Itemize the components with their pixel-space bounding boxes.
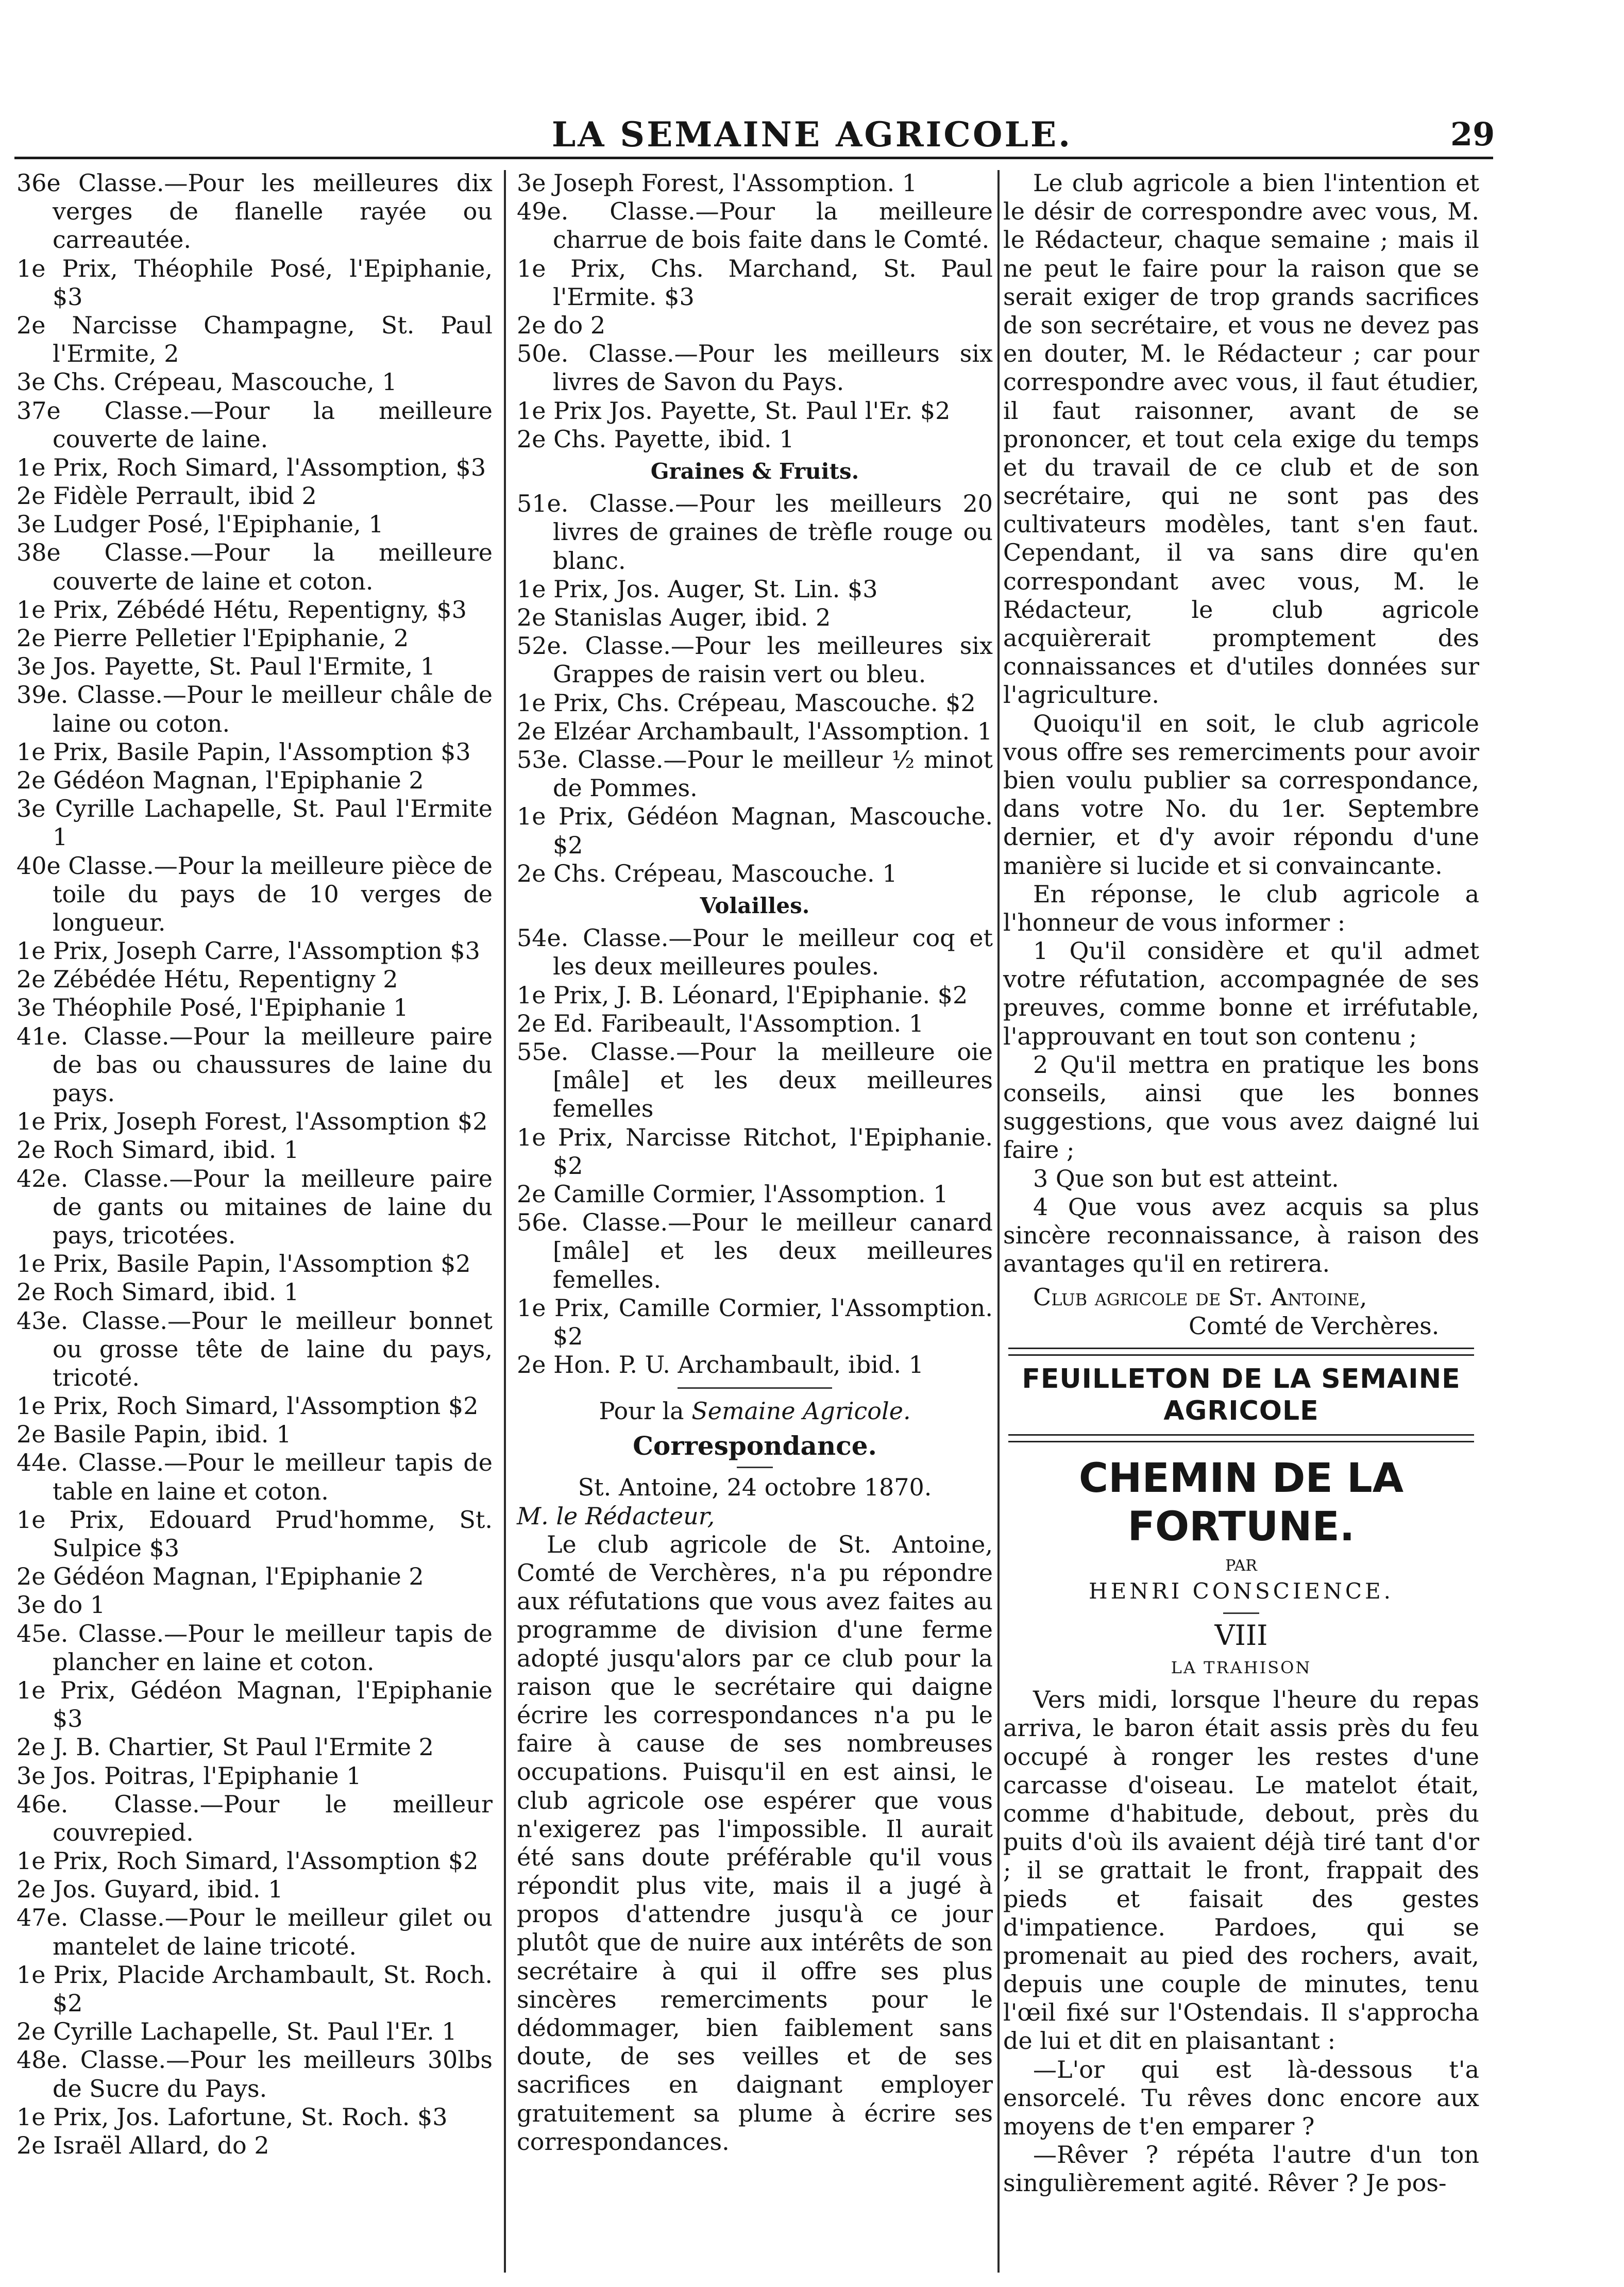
correspondance-title: Correspondance. xyxy=(633,1431,877,1461)
feuilleton-banner: FEUILLETON DE LA SEMAINE AGRICOLE xyxy=(1022,1363,1461,1427)
list-item: 1e Prix, Joseph Forest, l'Assomption $2 xyxy=(16,1107,488,1136)
list-item: 3e Théophile Posé, l'Epiphanie 1 xyxy=(16,994,409,1022)
header-rule xyxy=(14,157,1493,159)
list-item: 2e Zébédée Hétu, Repentigny 2 xyxy=(16,965,398,994)
signature-line: Comté de Verchères. xyxy=(1189,1311,1440,1340)
list-item: 48e. Classe.—Pour les meilleurs 30lbs de Sucre du Pays. xyxy=(16,2046,493,2103)
list-item: 2e Hon. P. U. Archambault, ibid. 1 xyxy=(517,1351,924,1379)
letter-paragraph: En réponse, le club agricole a l'honneur de vous informer : xyxy=(1003,880,1479,936)
short-divider xyxy=(737,1467,773,1468)
list-item: 2e Basile Papin, ibid. 1 xyxy=(16,1420,292,1449)
chapter-number: VIII xyxy=(1214,1619,1268,1652)
list-item: 44e. Classe.—Pour le meilleur tapis de table en laine et coton. xyxy=(16,1449,493,1505)
list-item: 2e Chs. Crépeau, Mascouche. 1 xyxy=(517,859,898,887)
list-item: 1e Prix, Basile Papin, l'Assomption $3 xyxy=(16,737,471,766)
column-divider-1 xyxy=(504,170,506,2273)
letter-signature xyxy=(1003,1283,1479,1340)
list-item: 1e Prix, Jos. Auger, St. Lin. $3 xyxy=(517,575,878,603)
section-heading-graines: Graines & Fruits. xyxy=(650,458,859,484)
list-item: 1e Prix, Roch Simard, l'Assomption $2 xyxy=(16,1847,479,1875)
dateline: St. Antoine, 24 octobre 1870. xyxy=(578,1473,932,1502)
list-item: 2e Pierre Pelletier l'Epiphanie, 2 xyxy=(16,624,409,652)
letter-paragraph: Le club agricole a bien l'intention et le désir de correspondre avec vous, M. le Rédacteur, chaque semaine ; mais il ne peut le faire pour la raison que se serait exiger de trop grands sacrifices de son secrétaire, et vous ne devez pas en douter, M. le Rédacteur ; car pour correspondre avec vous, il faut étudier, il faut raisonner, avant de se prononcer, et tout cela exige du temps et du travail de ce club et de son secrétaire, qui ne sont pas des cultivateurs modèles, tant s'en faut. Cependant, il va sans dire qu'en correspondant avec vous, M. le Rédacteur, le club agricole acquièrerait promptement des connaissances et d'utiles données sur l'agriculture. xyxy=(1003,169,1479,709)
list-item: 53e. Classe.—Pour le meilleur ½ minot de Pommes. xyxy=(517,745,993,802)
list-item: 1e Prix, Edouard Prud'homme, St. Sulpice $3 xyxy=(16,1505,493,1562)
page-number: 29 xyxy=(1450,115,1495,153)
page-header xyxy=(0,114,1624,161)
list-item: 1e Prix, Gédéon Magnan, l'Epiphanie $3 xyxy=(16,1676,493,1733)
letter-paragraph: 4 Que vous avez acquis sa plus sincère reconnaissance, à raison des avantages qu'il en retirera. xyxy=(1003,1192,1479,1278)
list-item: 2e Israël Allard, do 2 xyxy=(16,2131,269,2159)
short-divider xyxy=(1223,1612,1259,1614)
chapter-title: LA TRAHISON xyxy=(1171,1657,1312,1677)
letter-paragraph: 3 Que son but est atteint. xyxy=(1033,1164,1339,1192)
running-title: LA SEMAINE AGRICOLE. xyxy=(551,114,1073,155)
list-item: 3e Chs. Crépeau, Mascouche, 1 xyxy=(16,368,397,396)
list-item: 1e Prix, Zébédé Hétu, Repentigny, $3 xyxy=(16,595,467,624)
list-item: 1e Prix Jos. Payette, St. Paul l'Er. $2 xyxy=(517,396,951,425)
novel-author: HENRI CONSCIENCE. xyxy=(1089,1578,1394,1604)
list-item: 2e Camille Cormier, l'Assomption. 1 xyxy=(517,1180,949,1208)
feuilleton-top-rule xyxy=(1008,1348,1474,1356)
list-item: 2e Chs. Payette, ibid. 1 xyxy=(517,425,794,453)
list-item: 45e. Classe.—Pour le meilleur tapis de plancher en laine et coton. xyxy=(16,1619,493,1676)
list-item: 3e Jos. Poitras, l'Epiphanie 1 xyxy=(16,1761,362,1790)
list-item: 3e Ludger Posé, l'Epiphanie, 1 xyxy=(16,510,384,539)
novel-title: CHEMIN DE LA FORTUNE. xyxy=(1078,1455,1404,1551)
column-divider-2 xyxy=(997,170,1000,2273)
list-item: 39e. Classe.—Pour le meilleur châle de laine ou coton. xyxy=(16,681,493,737)
list-item: 1e Prix, Chs. Marchand, St. Paul l'Ermite. $3 xyxy=(517,254,993,311)
list-item: 51e. Classe.—Pour les meilleurs 20 livres de graines de trèfle rouge ou blanc. xyxy=(517,490,993,575)
list-item: 1e Prix, Gédéon Magnan, Mascouche. $2 xyxy=(517,802,993,859)
list-item: 3e Jos. Payette, St. Paul l'Ermite, 1 xyxy=(16,652,436,681)
letter-paragraph: 1 Qu'il considère et qu'il admet votre réfutation, accompagnée de ses preuves, comme bonne et irréfutable, l'approuvant en tout son contenu ; xyxy=(1003,937,1479,1050)
list-item: 1e Prix, J. B. Léonard, l'Epiphanie. $2 xyxy=(517,981,968,1009)
letter-paragraph: Quoiqu'il en soit, le club agricole vous offre ses remerciments pour avoir bien voulu publier sa correspondance, dans votre No. du 1er. Septembre dernier, et d'y avoir répondu d'une manière si lucide et si convaincante. xyxy=(1003,709,1479,880)
list-item: 46e. Classe.—Pour le meilleur couvrepied. xyxy=(16,1790,493,1846)
column-letter-and-feuilleton xyxy=(1003,169,1479,2198)
list-item: 38e Classe.—Pour la meilleure couverte de laine et coton. xyxy=(16,539,493,595)
list-item: 40e Classe.—Pour la meilleure pièce de toile du pays de 10 verges de longueur. xyxy=(16,851,493,936)
list-item: 49e. Classe.—Pour la meilleure charrue de bois faite dans le Comté. xyxy=(517,197,993,254)
list-item: 2e Stanislas Auger, ibid. 2 xyxy=(517,603,831,632)
list-item: 41e. Classe.—Pour la meilleure paire de bas ou chaussures de laine du pays. xyxy=(16,1022,493,1107)
list-item: 2e Roch Simard, ibid. 1 xyxy=(16,1136,299,1164)
list-item: 1e Prix, Roch Simard, l'Assomption, $3 xyxy=(16,453,486,481)
story-paragraph: —L'or qui est là-dessous t'a ensorcelé. Tu rêves donc encore aux moyens de t'en emparer ? xyxy=(1003,2055,1479,2141)
list-item: 2e Fidèle Perrault, ibid 2 xyxy=(16,482,317,510)
column-prize-list-2 xyxy=(517,169,993,2156)
list-item: 1e Prix, Basile Papin, l'Assomption $2 xyxy=(16,1250,471,1278)
list-item: 52e. Classe.—Pour les meilleures six Grappes de raisin vert ou bleu. xyxy=(517,632,993,688)
list-item: 1e Prix, Jos. Lafortune, St. Roch. $3 xyxy=(16,2103,448,2131)
list-item: 54e. Classe.—Pour le meilleur coq et les deux meilleures poules. xyxy=(517,924,993,981)
feuilleton-bottom-rule xyxy=(1008,1434,1474,1442)
list-item: 47e. Classe.—Pour le meilleur gilet ou mantelet de laine tricoté. xyxy=(16,1904,493,1960)
list-item: 55e. Classe.—Pour la meilleure oie [mâle] et les deux meilleures femelles xyxy=(517,1038,993,1123)
list-item: 1e Prix, Théophile Posé, l'Epiphanie, $3 xyxy=(16,254,493,311)
list-item: 42e. Classe.—Pour la meilleure paire de gants ou mitaines de laine du pays, tricotées. xyxy=(16,1164,493,1249)
list-item: 1e Prix, Camille Cormier, l'Assomption. $2 xyxy=(517,1293,993,1350)
salutation: M. le Rédacteur, xyxy=(517,1502,715,1530)
list-item: 2e Cyrille Lachapelle, St. Paul l'Er. 1 xyxy=(16,2017,457,2046)
list-item: 2e Jos. Guyard, ibid. 1 xyxy=(16,1875,283,1904)
story-paragraph: —Rêver ? répéta l'autre d'un ton singulièrement agité. Rêver ? Je pos- xyxy=(1003,2141,1479,2197)
list-item: 2e Roch Simard, ibid. 1 xyxy=(16,1278,299,1306)
list-item: 2e Gédéon Magnan, l'Epiphanie 2 xyxy=(16,766,424,794)
byline-pour-la xyxy=(517,1397,993,1425)
column-prize-list-1 xyxy=(16,169,493,2160)
list-item: 2e Elzéar Archambault, l'Assomption. 1 xyxy=(517,717,993,745)
list-item: 1e Prix, Chs. Crépeau, Mascouche. $2 xyxy=(517,688,976,717)
list-item: 1e Prix, Joseph Carre, l'Assomption $3 xyxy=(16,937,480,965)
letter-paragraph: 2 Qu'il mettra en pratique les bons conseils, ainsi que les bonnes suggestions, que vous avez daigné lui faire ; xyxy=(1003,1050,1479,1164)
list-item: 2e do 2 xyxy=(517,311,606,339)
section-heading-volailles: Volailles. xyxy=(700,893,810,918)
list-item: 37e Classe.—Pour la meilleure couverte de laine. xyxy=(16,396,493,453)
par-label: PAR xyxy=(1225,1556,1257,1575)
section-divider xyxy=(678,1387,832,1389)
list-item: 2e Narcisse Champagne, St. Paul l'Ermite, 2 xyxy=(16,311,493,368)
list-item: 1e Prix, Narcisse Ritchot, l'Epiphanie. $2 xyxy=(517,1123,993,1180)
list-item: 2e Gédéon Magnan, l'Epiphanie 2 xyxy=(16,1562,424,1591)
list-item: 50e. Classe.—Pour les meilleurs six livres de Savon du Pays. xyxy=(517,340,993,396)
list-item: 43e. Classe.—Pour le meilleur bonnet ou grosse tête de laine du pays, tricoté. xyxy=(16,1306,493,1391)
list-item: 2e Ed. Faribeault, l'Assomption. 1 xyxy=(517,1009,924,1037)
byline-pour-la-text: Pour la xyxy=(599,1397,684,1425)
list-item: 3e do 1 xyxy=(16,1591,106,1619)
signature-line: Club agricole de St. Antoine, xyxy=(1033,1283,1367,1311)
list-item: 3e Joseph Forest, l'Assomption. 1 xyxy=(517,169,917,197)
list-item: 36e Classe.—Pour les meilleures dix verges de flanelle rayée ou carreautée. xyxy=(16,169,493,254)
story-paragraph: Vers midi, lorsque l'heure du repas arriva, le baron était assis près du feu occupé à ronger les restes d'une carcasse d'oiseau. Le matelot était, comme d'habitude, debout, près du puits d'où ils avaient déjà tiré tant d'or ; il se grattait le front, frappait des pieds et faisait des gestes d'impatience. Pardoes, qui se promenait au pied des rochers, avait, depuis une couple de minutes, tenu l'œil fixé sur l'Ostendais. Il s'approcha de lui et dit en plaisantant : xyxy=(1003,1686,1479,2055)
byline-publication: Semaine Agricole. xyxy=(691,1397,911,1425)
list-item: 56e. Classe.—Pour le meilleur canard [mâle] et les deux meilleures femelles. xyxy=(517,1208,993,1293)
list-item: 3e Cyrille Lachapelle, St. Paul l'Ermite 1 xyxy=(16,795,493,851)
letter-paragraph: Le club agricole de St. Antoine, Comté de Verchères, n'a pu répondre aux réfutations que vous avez faites au programme de division d'une ferme adopté jusqu'alors par ce club pour la raison que le secrétaire qui daigne écrire les correspondances n'a pu le faire à cause de ses nombreuses occupations. Puisqu'il en est ainsi, le club agricole ose espérer que vous n'exigerez pas l'impossible. Il aurait été sans doute préférable qu'il vous répondit plus vite, mais il a jugé à propos d'attendre jusqu'à ce jour plutôt que de nuire aux intérêts de son secrétaire à qui il offre ses plus sincères remerciments pour le dédommager, bien faiblement sans doute, de ses veilles et de ses sacrifices en daignant employer gratuitement sa plume à écrire ses correspondances. xyxy=(517,1530,993,2156)
list-item: 1e Prix, Roch Simard, l'Assomption $2 xyxy=(16,1392,479,1420)
list-item: 2e J. B. Chartier, St Paul l'Ermite 2 xyxy=(16,1733,434,1761)
list-item: 1e Prix, Placide Archambault, St. Roch. $2 xyxy=(16,1960,493,2017)
